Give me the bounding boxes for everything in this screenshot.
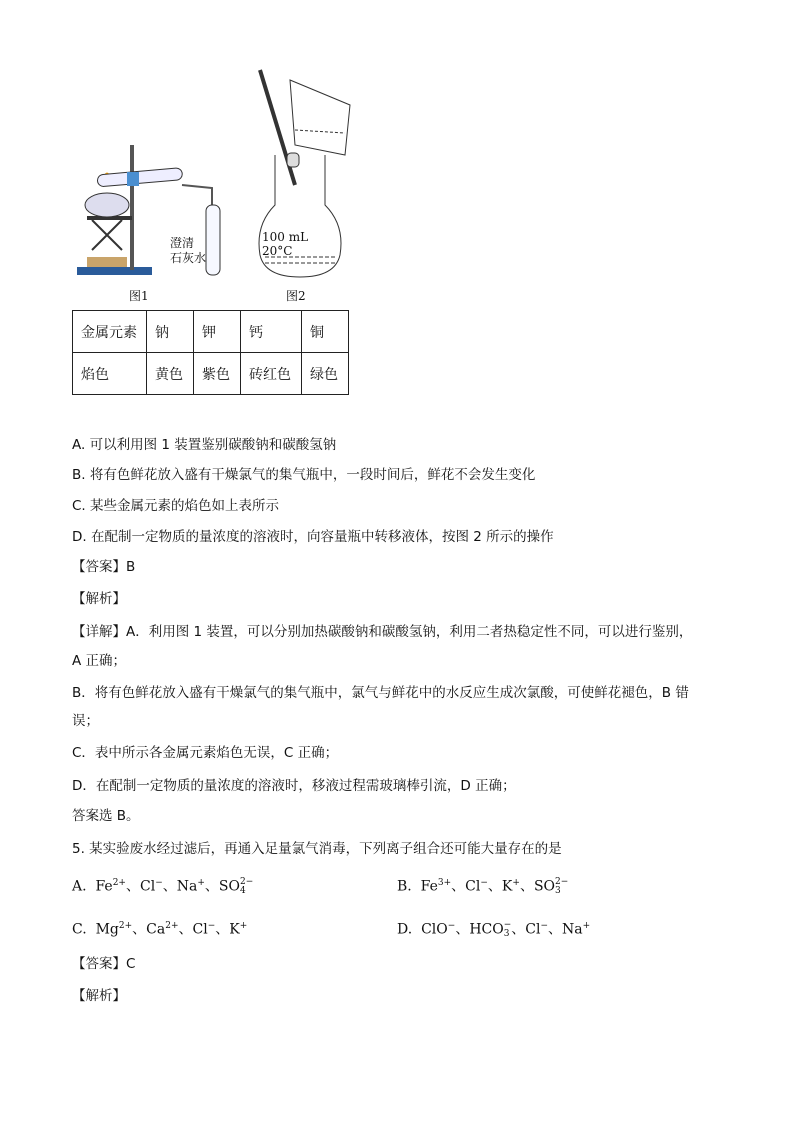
detail-line: C．表中所示各金属元素焰色无误，C 正确； [72, 745, 339, 761]
figure-1-apparatus [72, 140, 242, 280]
table-cell: 钠 [147, 311, 194, 353]
table-cell: 砖红色 [241, 353, 302, 395]
table-cell: 绿色 [302, 353, 349, 395]
table-cell: 金属元素 [73, 311, 147, 353]
limewater-label-1: 澄清 [170, 236, 195, 250]
option-a: A. 可以利用图 1 装置鉴别碳酸钠和碳酸氢钠 [72, 437, 337, 453]
flame-color-table [72, 310, 349, 395]
detail-line: A 正确； [72, 653, 127, 669]
table-cell: 铜 [302, 311, 349, 353]
table-cell: 钙 [241, 311, 302, 353]
flask-volume-label: 100 mL [262, 230, 309, 244]
table-row [73, 353, 349, 395]
q5-answer: 【答案】C [72, 956, 136, 972]
option-c: C. 某些金属元素的焰色如上表所示 [72, 498, 280, 514]
q5-analysis-heading: 【解析】 [72, 988, 126, 1004]
question-5-stem: 5. 某实验废水经过滤后，再通入足量氯气消毒，下列离子组合还可能大量存在的是 [72, 841, 562, 857]
detail-line: B．将有色鲜花放入盛有干燥氯气的集气瓶中，氯气与鲜花中的水反应生成次氯酸，可使鲜花褪色，B 错 [72, 685, 689, 701]
detail-line: 【详解】A．利用图 1 装置，可以分别加热碳酸钠和碳酸氢钠，利用二者热稳定性不同，可以进行鉴别， [72, 624, 693, 640]
q5-option-d: D. ClO−、HCO − 3 、Cl−、Na+ [397, 919, 591, 939]
table-cell: 紫色 [194, 353, 241, 395]
option-d: D. 在配制一定物质的量浓度的溶液时，向容量瓶中转移液体，按图 2 所示的操作 [72, 529, 554, 545]
figure-1-label: 图1 [129, 289, 149, 303]
table-cell: 焰色 [73, 353, 147, 395]
q5-option-a: A. $Fe^{2+}$、Cl−、Na+、SO 2− 4 [72, 876, 254, 896]
detail-line: 误； [72, 713, 99, 729]
q5-option-c: C. $Mg^{2+}$、$Ca^{2+}$、Cl−、K+ [72, 921, 248, 938]
limewater-label-2: 石灰水 [170, 251, 207, 265]
table-row [73, 311, 349, 353]
q5-option-b: B. $Fe^{3+}$、Cl−、K+、SO 2− 3 [397, 876, 569, 896]
option-b: B. 将有色鲜花放入盛有干燥氯气的集气瓶中，一段时间后，鲜花不会发生变化 [72, 467, 536, 483]
flask-temperature-label: 20°C [262, 244, 293, 258]
detail-line: 答案选 B。 [72, 808, 140, 824]
table-cell: 黄色 [147, 353, 194, 395]
figure-2-label: 图2 [286, 289, 306, 303]
table-cell: 钾 [194, 311, 241, 353]
analysis-heading: 【解析】 [72, 591, 126, 607]
answer: 【答案】B [72, 559, 136, 575]
detail-line: D．在配制一定物质的量浓度的溶液时，移液过程需玻璃棒引流，D 正确； [72, 778, 516, 794]
